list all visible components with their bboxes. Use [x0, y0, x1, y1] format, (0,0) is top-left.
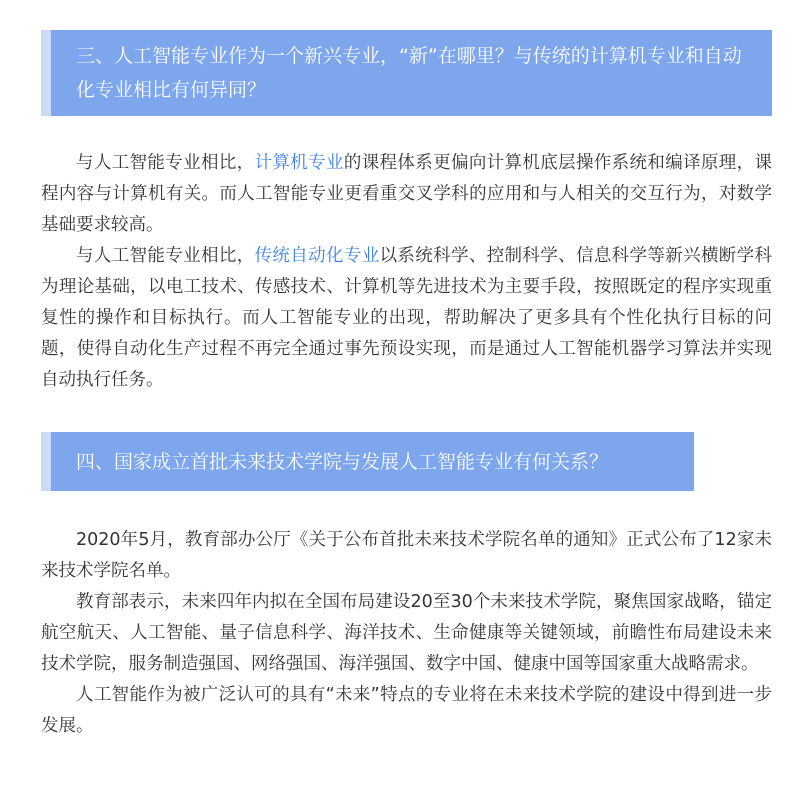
- section-4-heading-banner: [41, 432, 694, 491]
- ministry-plan-paragraph: 教育部表示，未来四年内拟在全国布局建设20至30个未来技术学院，聚焦国家战略，锚定航空航天、人工智能、量子信息科学、海洋技术、生命健康等关键领域，前瞻性布局建设未来技术学院，服务制造强国、网络强国、海洋强国、数字中国、健康中国等国家重大战略需求。: [41, 592, 772, 674]
- section-4-heading: 四、国家成立首批未来技术学院与发展人工智能专业有何关系？: [76, 451, 609, 473]
- ai-future-paragraph: 人工智能作为被广泛认可的具有“未来”特点的专业将在未来技术学院的建设中得到进一步发展。: [41, 685, 772, 736]
- section-3-heading: 三、人工智能专业作为一个新兴专业，“新”在哪里？与传统的计算机专业和自动化专业相比有何异同？: [76, 45, 742, 101]
- computer-major-highlight: 计算机专业: [254, 153, 344, 173]
- paragraph-rest-text: 的课程体系更偏向计算机底层操作系统和编译原理，课程内容与计算机有关。而人工智能专业更看重交叉学科的应用和与人相关的交互行为，对数学基础要求较高。: [41, 153, 773, 235]
- notice-announcement-paragraph: 2020年5月，教育部办公厅《关于公布首批未来技术学院名单的通知》正式公布了12家未来技术学院名单。: [41, 530, 772, 581]
- automation-major-comparison-paragraph: [41, 241, 772, 396]
- automation-major-highlight: 传统自动化专业: [254, 246, 380, 266]
- paragraph-lead-text: 与人工智能专业相比，: [76, 246, 255, 266]
- computer-major-comparison-paragraph: [41, 148, 772, 241]
- section-4-body: [41, 525, 772, 742]
- section-3-heading-banner: [41, 30, 772, 116]
- section-3-body: [41, 148, 772, 396]
- paragraph-rest-text: 以系统科学、控制科学、信息科学等新兴横断学科为理论基础，以电工技术、传感技术、计算机等先进技术为主要手段，按照既定的程序实现重复性的操作和目标执行。而人工智能专业的出现，帮助解决了更多具有个性化执行目标的问题，使得自动化生产过程不再完全通过事先预设实现，而是通过人工智能机器学习算法并实现自动执行任务。: [41, 246, 773, 390]
- paragraph-lead-text: 与人工智能专业相比，: [76, 153, 255, 173]
